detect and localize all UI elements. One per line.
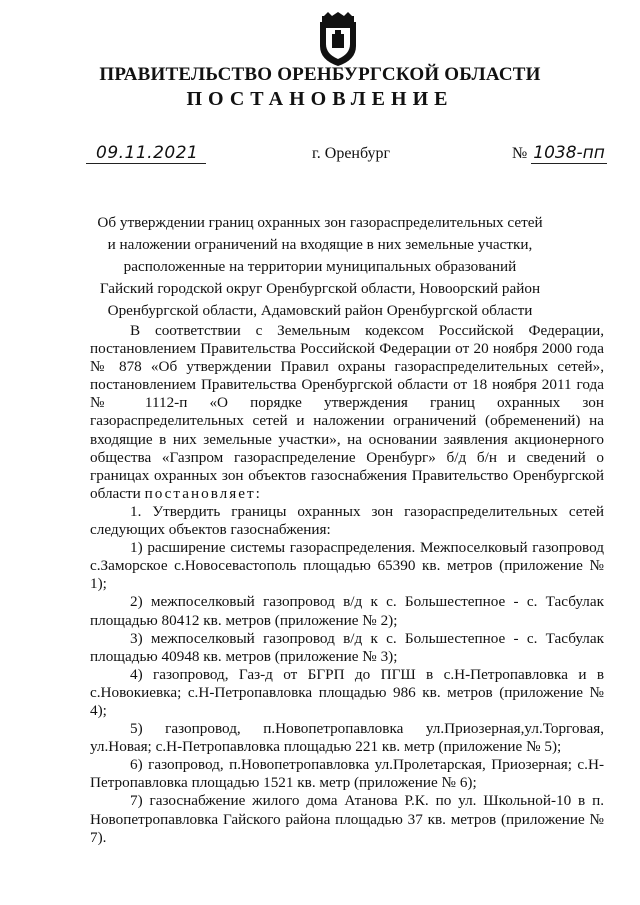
document-date-line bbox=[86, 143, 206, 164]
document-city: г. Оренбург bbox=[312, 145, 391, 162]
number-prefix: № bbox=[512, 145, 528, 162]
coat-of-arms-icon bbox=[316, 12, 360, 68]
list-item: 5) газопровод, п.Новопетропавловка ул.Приозерная,ул.Торговая, ул.Новая; с.Н-Петропавловка площадью 221 кв. метр (приложение № 5); bbox=[90, 720, 604, 756]
list-item: 3) межпоселковый газопровод в/д к с. Большестепное - с. Тасбулак площадью 40948 кв. метров (приложение № 3); bbox=[90, 629, 604, 665]
preamble-text: В соответствии с Земельным кодексом Российской Федерации, постановлением Правительства Российской Федерации от 20 ноября 2000 года № 878 «Об утверждении Правил охраны газораспределительных сетей», постановлением Правительства Оренбургской области от 18 ноября 2011 года № 1112-п «О порядке утверждения границ охранных зон газораспределительных сетей и наложении ограничений (обременений) на входящие в них земельные участки», на основании заявления акционерного общества «Газпром газораспределение Оренбург» б/д б/н и сведений о границах охранных зон объектов газоснабжения Правительство Оренбургской области bbox=[90, 322, 604, 502]
list-item: 7) газоснабжение жилого дома Атанова Р.К. по ул. Школьной-10 в п. Новопетропавловка Гайского района площадью 37 кв. метров (приложение № 7). bbox=[90, 792, 604, 846]
document-body bbox=[90, 322, 604, 847]
document-date: 09.11.2021 bbox=[96, 143, 199, 163]
document-number-block bbox=[512, 143, 607, 164]
clause-1: 1. Утвердить границы охранных зон газораспределительных сетей следующих объектов газоснабжения: bbox=[90, 502, 604, 539]
document-type: ПОСТАНОВЛЕНИЕ bbox=[186, 88, 454, 110]
list-item: 4) газопровод, Газ-д от БГРП до ПГШ в с.Н-Петропавловка и в с.Новокиевка; с.Н-Петропавловка площадью 986 кв. метров (приложение № 4); bbox=[90, 665, 604, 719]
list-item: 1) расширение системы газораспределения. Межпоселковый газопровод с.Заморское с.Новосевастополь площадью 65390 кв. метров (приложение № 1); bbox=[90, 539, 604, 593]
document-number: 1038-пп bbox=[533, 143, 605, 163]
coat-of-arms-emblem bbox=[316, 12, 360, 68]
document-title: Об утверждении границ охранных зон газораспределительных сетей и наложении ограничений на входящие в них земельные участки, расположенные на территории муниципальных образований Гайский городской округ Оренбургской области, Новоорский район Оренбургской области, Адамовский район Оренбургской области bbox=[97, 214, 543, 319]
list-item: 2) межпоселковый газопровод в/д к с. Большестепное - с. Тасбулак площадью 80412 кв. метров (приложение № 2); bbox=[90, 593, 604, 629]
resolves-word: постановляет: bbox=[144, 484, 262, 502]
list-item: 6) газопровод, п.Новопетропавловка ул.Пролетарская, Приозерная; с.Н-Петропавловка площадью 1521 кв. метр (приложение № 6); bbox=[90, 756, 604, 792]
preamble-paragraph bbox=[90, 322, 604, 503]
organization-name: ПРАВИТЕЛЬСТВО ОРЕНБУРГСКОЙ ОБЛАСТИ bbox=[99, 64, 541, 85]
